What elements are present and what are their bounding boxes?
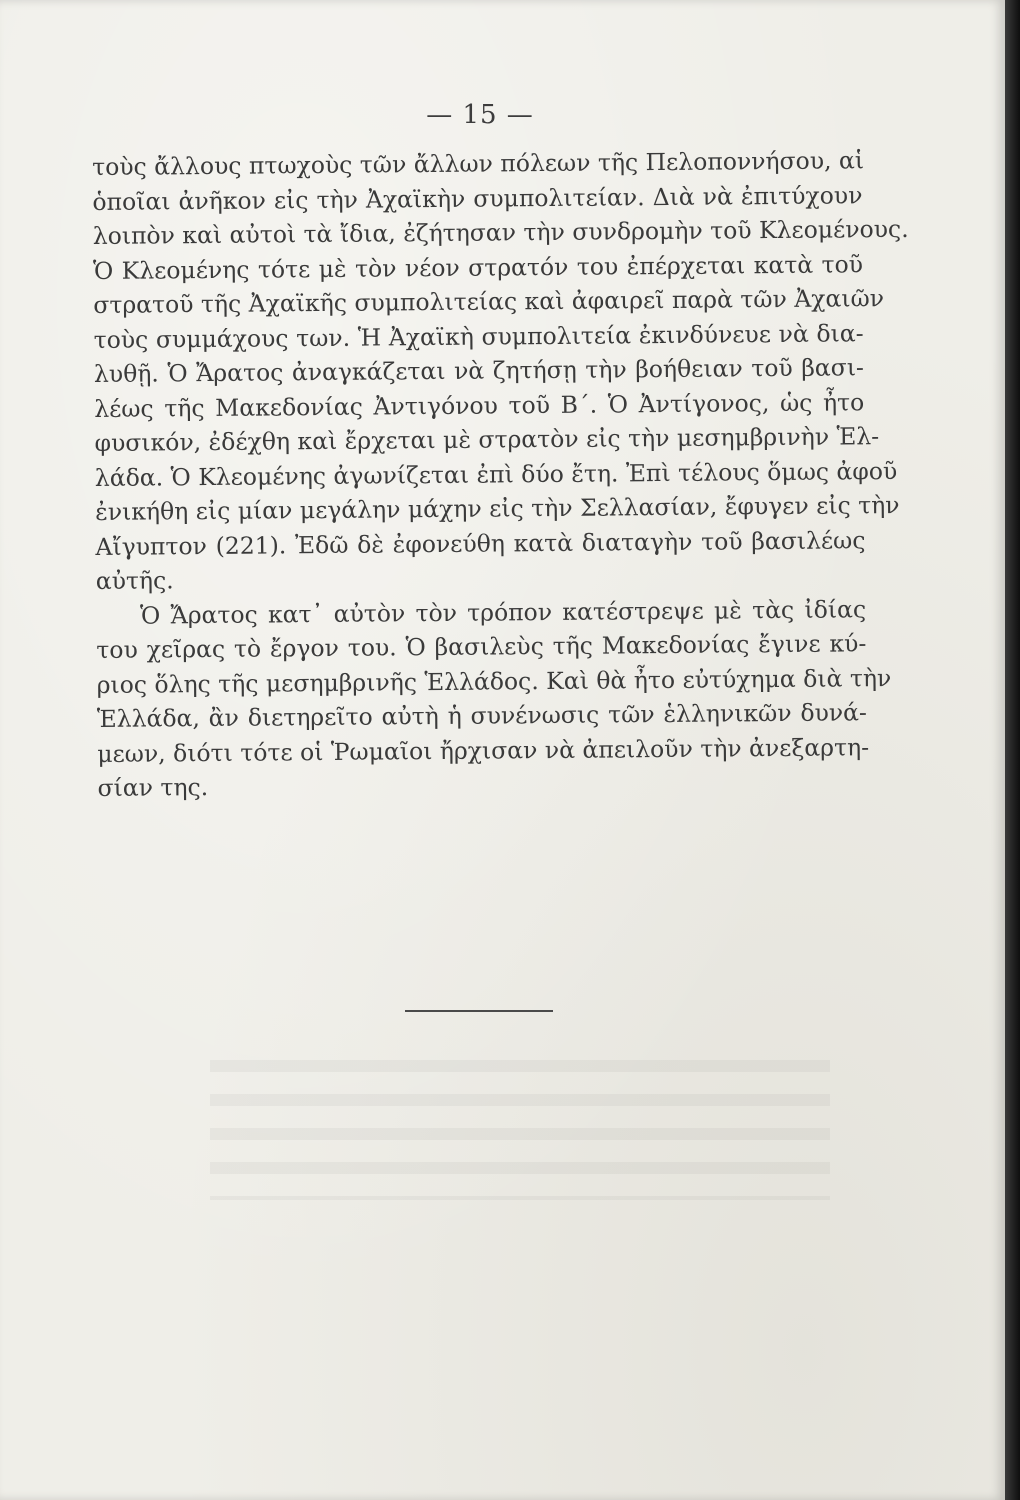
text-line: λοιπὸν καὶ αὐτοὶ τὰ ἴδια, ἐζήτησαν τὴν συνδρομὴν τοῦ Κλεομένους.: [92, 214, 909, 250]
section-divider: [405, 1010, 553, 1012]
body-text: [92, 143, 909, 805]
text-line: μεων, διότι τότε οἱ Ῥωμαῖοι ἤρχισαν νὰ ἀπειλοῦν τὴν ἀνεξαρτη-: [97, 732, 870, 768]
text-line: Ὁ Κλεομένης τότε μὲ τὸν νέον στρατόν του ἐπέρχεται κατὰ τοῦ: [92, 249, 864, 285]
text-line: λέως τῆς Μακεδονίας Ἀντιγόνου τοῦ Β΄. Ὁ Ἀντίγονος, ὡς ἦτο: [94, 387, 865, 423]
text-line: στρατοῦ τῆς Ἀχαϊκῆς συμπολιτείας καὶ ἀφαιρεῖ παρὰ τῶν Ἀχαιῶν: [93, 284, 885, 319]
scanner-edge: [1005, 0, 1020, 1500]
page-number: — 15 —: [426, 100, 534, 130]
show-through-bleed: [210, 1060, 830, 1200]
text-line: τοὺς ἄλλους πτωχοὺς τῶν ἄλλων πόλεων τῆς Πελοποννήσου, αἱ: [92, 146, 865, 181]
text-line: τοὺς συμμάχους των. Ἡ Ἀχαϊκὴ συμπολιτεία ἐκινδύνευε νὰ δια-: [93, 318, 864, 354]
text-line: σίαν της.: [97, 773, 209, 802]
text-line: λάδα. Ὁ Κλεομένης ἀγωνίζεται ἐπὶ δύο ἔτη. Ἐπὶ τέλους ὅμως ἀφοῦ: [94, 456, 898, 492]
text-line: αὐτῆς.: [95, 566, 174, 595]
text-line: Αἴγυπτον (221). Ἐδῶ δὲ ἐφονεύθη κατὰ διαταγὴν τοῦ βασιλέως: [95, 525, 866, 561]
text-line: Ὁ Ἄρατος κατ᾽ αὐτὸν τὸν τρόπον κατέστρεψε μὲ τὰς ἰδίας: [139, 594, 867, 630]
text-line: ὁποῖαι ἀνῆκον εἰς τὴν Ἀχαϊκὴν συμπολιτείαν. Διὰ νὰ ἐπιτύχουν: [92, 180, 863, 216]
text-line: του χεῖρας τὸ ἔργον του. Ὁ βασιλεὺς τῆς Μακεδονίας ἔγινε κύ-: [96, 629, 867, 664]
text-line: Ἑλλάδα, ἂν διετηρεῖτο αὐτὴ ἡ συνένωσις τῶν ἑλληνικῶν δυνά-: [96, 698, 868, 733]
text-line: ἐνικήθη εἰς μίαν μεγάλην μάχην εἰς τὴν Σελλασίαν, ἔφυγεν εἰς τὴν: [95, 490, 900, 526]
text-line: λυθῇ. Ὁ Ἄρατος ἀναγκάζεται νὰ ζητήσῃ τὴν βοήθειαν τοῦ βασι-: [93, 353, 865, 388]
text-line: φυσικόν, ἐδέχθη καὶ ἔρχεται μὲ στρατὸν εἰς τὴν μεσημβρινὴν Ἑλ-: [94, 422, 880, 457]
text-line: ριος ὅλης τῆς μεσημβρινῆς Ἑλλάδος. Καὶ θὰ ἦτο εὐτύχημα διὰ τὴν: [96, 663, 892, 699]
